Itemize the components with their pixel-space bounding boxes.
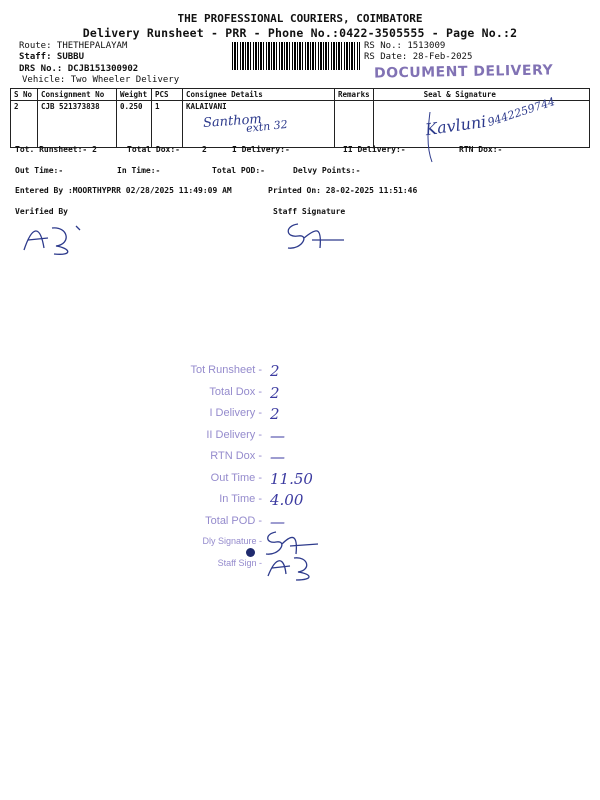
note-label: Staff Sign - [217, 557, 262, 568]
note-label: RTN Dox - [210, 450, 262, 462]
receiver-phone: 9442259744 [485, 95, 557, 129]
col-seal-signature: Seal & Signature [373, 89, 589, 101]
staff-signature-label: Staff Signature [273, 207, 346, 216]
note-value: 2 [270, 362, 280, 380]
entered-by: Entered By :MOORTHYPRR 02/28/2025 11:49:09 AM [15, 186, 232, 195]
ii-delivery: II Delivery:- [343, 145, 406, 154]
cell-remarks [335, 101, 374, 148]
col-weight: Weight [117, 89, 152, 101]
staff-signature-icon [282, 218, 352, 254]
list-item [180, 427, 380, 449]
notes-verifier-signature-icon [264, 552, 320, 582]
note-label: In Time - [219, 493, 262, 505]
table-header-row [11, 89, 590, 101]
list-item [180, 470, 380, 492]
rs-number: RS No.: 1513009 [364, 41, 446, 51]
note-value: — [270, 426, 285, 445]
verified-by-label: Verified By [15, 207, 68, 216]
note-label: Total POD - [205, 514, 262, 527]
col-consignee: Consignee Details [183, 89, 335, 101]
note-value: 4.00 [270, 491, 304, 509]
note-label: I Delivery - [209, 407, 262, 419]
handwritten-address-line1: Santhom [202, 111, 263, 132]
in-time: In Time:- [117, 166, 161, 175]
total-pod: Total POD:- [212, 166, 265, 175]
list-item [180, 362, 380, 384]
list-item [180, 448, 380, 470]
rs-date: RS Date: 28-Feb-2025 [364, 52, 473, 62]
cell-consignment: CJB 521373838 [38, 101, 117, 148]
document-delivery-stamp: DOCUMENT DELIVERY [373, 62, 554, 82]
cell-weight: 0.250 [117, 101, 152, 148]
note-label: Out Time - [210, 471, 262, 484]
note-value: — [270, 448, 285, 466]
route-info: Route: THETHEPALAYAM [19, 41, 128, 51]
out-time: Out Time:- [15, 166, 64, 175]
verifier-signature-icon [18, 220, 88, 260]
list-item [180, 405, 380, 427]
note-value: 2 [270, 383, 280, 402]
list-item [180, 384, 380, 406]
note-label: Dly Signature - [202, 536, 262, 546]
note-value: — [270, 512, 285, 531]
col-pcs: PCS [152, 89, 183, 101]
col-sno: S No [11, 89, 38, 101]
tot-runsheet: Tot. Runsheet:- 2 [15, 145, 97, 154]
note-value: 2 [270, 405, 280, 423]
note-label: II Delivery - [206, 428, 262, 441]
cell-sno: 2 [11, 101, 38, 148]
vehicle-info: Vehicle: Two Wheeler Delivery [22, 75, 180, 85]
barcode [232, 42, 360, 70]
cell-pcs: 1 [152, 101, 183, 148]
printed-on: Printed On: 28-02-2025 11:51:46 [268, 186, 418, 195]
total-dox-value: 2 [202, 145, 207, 154]
note-value: 11.50 [270, 469, 313, 488]
drs-number: DRS No.: DCJB151300902 [19, 64, 139, 74]
document-title: Delivery Runsheet - PRR - Phone No.:0422-3505555 - Page No.:2 [82, 26, 518, 40]
rtn-dox: RTN Dox:- [459, 145, 503, 154]
total-dox-label: Total Dox:- [127, 145, 180, 154]
staff-info: Staff: SUBBU [19, 52, 85, 62]
delvy-points: Delvy Points:- [293, 166, 361, 175]
col-remarks: Remarks [335, 89, 374, 101]
ink-blot [246, 548, 255, 557]
company-title: THE PROFESSIONAL COURIERS, COIMBATORE [177, 12, 423, 25]
list-item [180, 491, 380, 513]
receiver-signature: Kavluni [423, 111, 488, 140]
i-delivery: I Delivery:- [232, 145, 290, 154]
note-label: Total Dox - [209, 385, 262, 398]
note-label: Tot Runsheet - [190, 364, 262, 376]
cell-consignee: KALAIVANI [183, 101, 335, 148]
signature-stroke-icon [418, 108, 448, 166]
handwritten-address-line2: extn 32 [245, 117, 289, 136]
col-consignment: Consignment No [38, 89, 117, 101]
